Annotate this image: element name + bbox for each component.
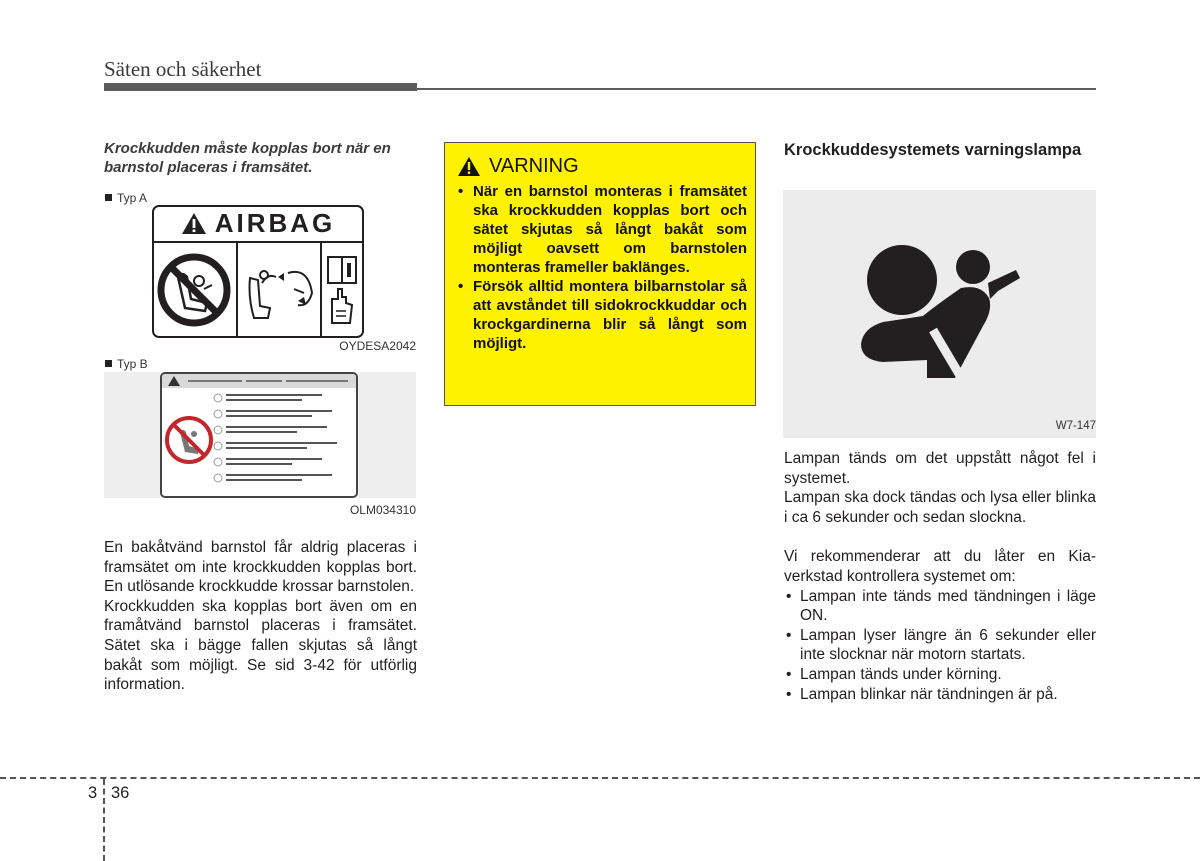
manual-book-icon: [322, 243, 362, 336]
left-body-text: [104, 538, 417, 695]
multilingual-warning-graphic: [162, 374, 356, 496]
left-paragraph-2: Krockkudden ska kopplas bort även om en framåtvänd barnstol placeras i framsätet. Sätet ska i bägge fallen skjutas så långt bakåt som möjligt. Se sid 3-42 för utförlig information.: [104, 597, 417, 694]
warning-list: [455, 182, 747, 353]
left-paragraph-1: En bakåtvänd barnstol får aldrig placeras i framsätet om inte krockkudden kopplas bort. En utlösande krockkudde krossar barnstolen.: [104, 539, 417, 596]
lead-statement: Krockkudden måste kopplas bort när en barnstol placeras i framsätet.: [104, 140, 391, 176]
airbag-warning-label-a: [152, 205, 364, 338]
warning-triangle-icon: [181, 212, 207, 235]
right-paragraph-2: Lampan ska dock tändas och lysa eller blinka i ca 6 sekunder och sedan slockna.: [784, 489, 1096, 526]
page-number: 36: [111, 784, 130, 802]
header-rule-thick: [104, 83, 417, 91]
airbag-warning-label-b: [160, 372, 358, 498]
airbag-label-text: AIRBAG: [214, 207, 336, 238]
section-heading: Krockkuddesystemets varningslampa: [784, 141, 1082, 159]
type-a-caption: OYDESA2042: [339, 339, 416, 353]
warning-triangle-icon: [457, 156, 481, 177]
header-rule-thin: [417, 88, 1096, 90]
warning-box: [444, 142, 756, 406]
section-number: 3: [88, 784, 98, 802]
lamp-figure-caption: W7-147: [1055, 420, 1096, 432]
seat-airbag-icon: [238, 243, 318, 336]
condition-item: • Lampan lyser längre än 6 sekunder eller inte slocknar när motorn startats.: [784, 626, 1096, 665]
warning-item: • Försök alltid montera bilbarnstolar så att avståndet till sidokrockkuddar och krockgardinerna blir så långt som möjligt.: [455, 277, 747, 353]
no-rear-facing-seat-panel: [154, 241, 238, 338]
warning-title: VARNING: [489, 155, 579, 177]
warning-lamp-figure: [783, 190, 1096, 438]
condition-item: • Lampan tänds under körning.: [784, 665, 1096, 685]
page-header-title: Säten och säkerhet: [104, 57, 262, 81]
type-b-caption: OLM034310: [349, 503, 416, 517]
condition-item: • Lampan inte tänds med tändningen i läge ON.: [784, 587, 1096, 626]
type-b-label: Typ B: [105, 357, 148, 371]
right-paragraph-1: Lampan tänds om det uppstått något fel i systemet.: [784, 450, 1096, 487]
footer-rule: [0, 777, 1200, 779]
seat-deploy-panel: [238, 241, 322, 338]
footer-divider: [103, 779, 105, 861]
manual-info-panel: [322, 241, 364, 338]
type-a-label: Typ A: [105, 191, 147, 205]
right-paragraph-3: Vi rekommenderar att du låter en Kia-verkstad kontrollera systemet om:: [784, 548, 1096, 585]
airbag-warning-lamp-icon: [783, 190, 1096, 438]
condition-list: [784, 587, 1096, 705]
condition-item: • Lampan blinkar när tändningen är på.: [784, 685, 1096, 705]
warning-item: • När en barnstol monteras i framsätet ska krockkudden kopplas bort och sätet skjutas så långt bakåt som möjligt oavsett om barnstolen monteras frameller baklänges.: [455, 182, 747, 277]
no-child-seat-icon: [154, 243, 234, 336]
right-body-text: [784, 449, 1096, 704]
